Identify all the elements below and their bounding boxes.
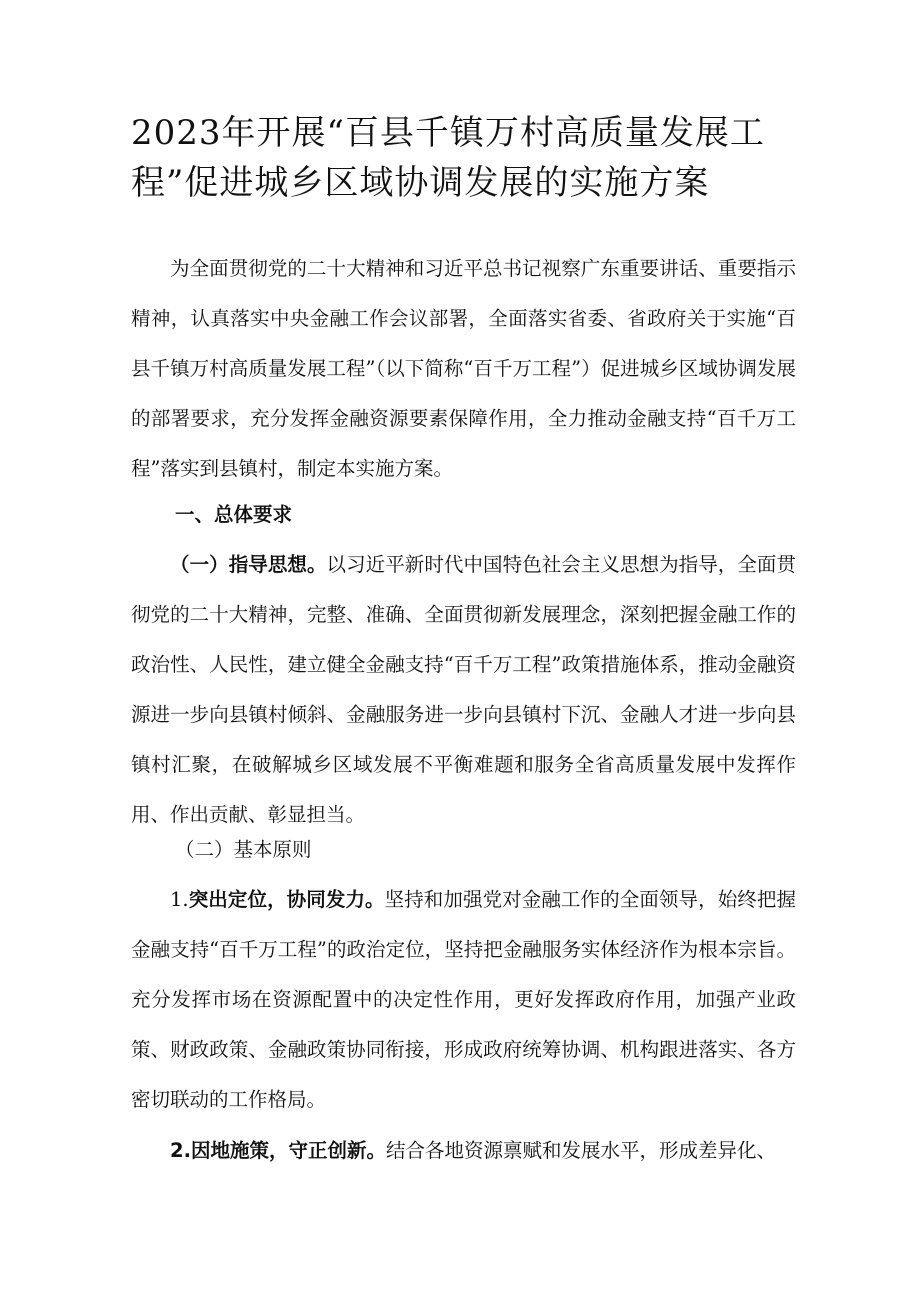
principle-1-lead: 突出定位，协同发力。: [188, 888, 385, 911]
principle-1-number: 1.: [170, 888, 189, 911]
document-title: 2023年开展“百县千镇万村高质量发展工程”促进城乡区域协调发展的实施方案: [131, 113, 765, 203]
guiding-ideology-body: 以习近平新时代中国特色社会主义思想为指导，全面贯彻党的二十大精神，完整、准确、全面贯彻新发展理念，深刻把握金融工作的政治性、人民性，建立健全金融支持“百千万工程”政策措施体系，推动金融资源进一步向县镇村倾斜、金融服务进一步向县镇村下沉、金融人才进一步向县镇村汇聚，在破解城乡区域发展不平衡难题和服务全省高质量发展中发挥作用、作出贡献、彰显担当。: [131, 553, 796, 826]
principle-2-paragraph: [131, 1126, 796, 1176]
guiding-ideology-lead: （一）指导思想。: [170, 553, 327, 576]
guiding-ideology-paragraph: [131, 540, 796, 840]
section-heading-general-requirements: 一、总体要求: [175, 503, 293, 526]
intro-paragraph: 为全面贯彻党的二十大精神和习近平总书记视察广东重要讲话、重要指示精神，认真落实中央金融工作会议部署，全面落实省委、省政府关于实施“百县千镇万村高质量发展工程”（以下简称“百千万工程”）促进城乡区域协调发展的部署要求，充分发挥金融资源要素保障作用，全力推动金融支持“百千万工程”落实到县镇村，制定本实施方案。: [131, 257, 796, 480]
principle-1-paragraph: [131, 875, 796, 1125]
principle-1-body: 坚持和加强党对金融工作的全面领导，始终把握金融支持“百千万工程”的政治定位，坚持把金融服务实体经济作为根本宗旨。充分发挥市场在资源配置中的决定性作用，更好发挥政府作用，加强产业政策、财政政策、金融政策协同衔接，形成政府统筹协调、机构跟进落实、各方密切联动的工作格局。: [131, 888, 796, 1111]
basic-principles-heading: （二）基本原则: [175, 838, 312, 861]
principle-2-number: 2.: [170, 1139, 191, 1162]
principle-2-lead: 因地施策，守正创新。: [190, 1139, 386, 1162]
principle-2-body: 结合各地资源禀赋和发展水平，形成差异化、: [386, 1139, 777, 1162]
